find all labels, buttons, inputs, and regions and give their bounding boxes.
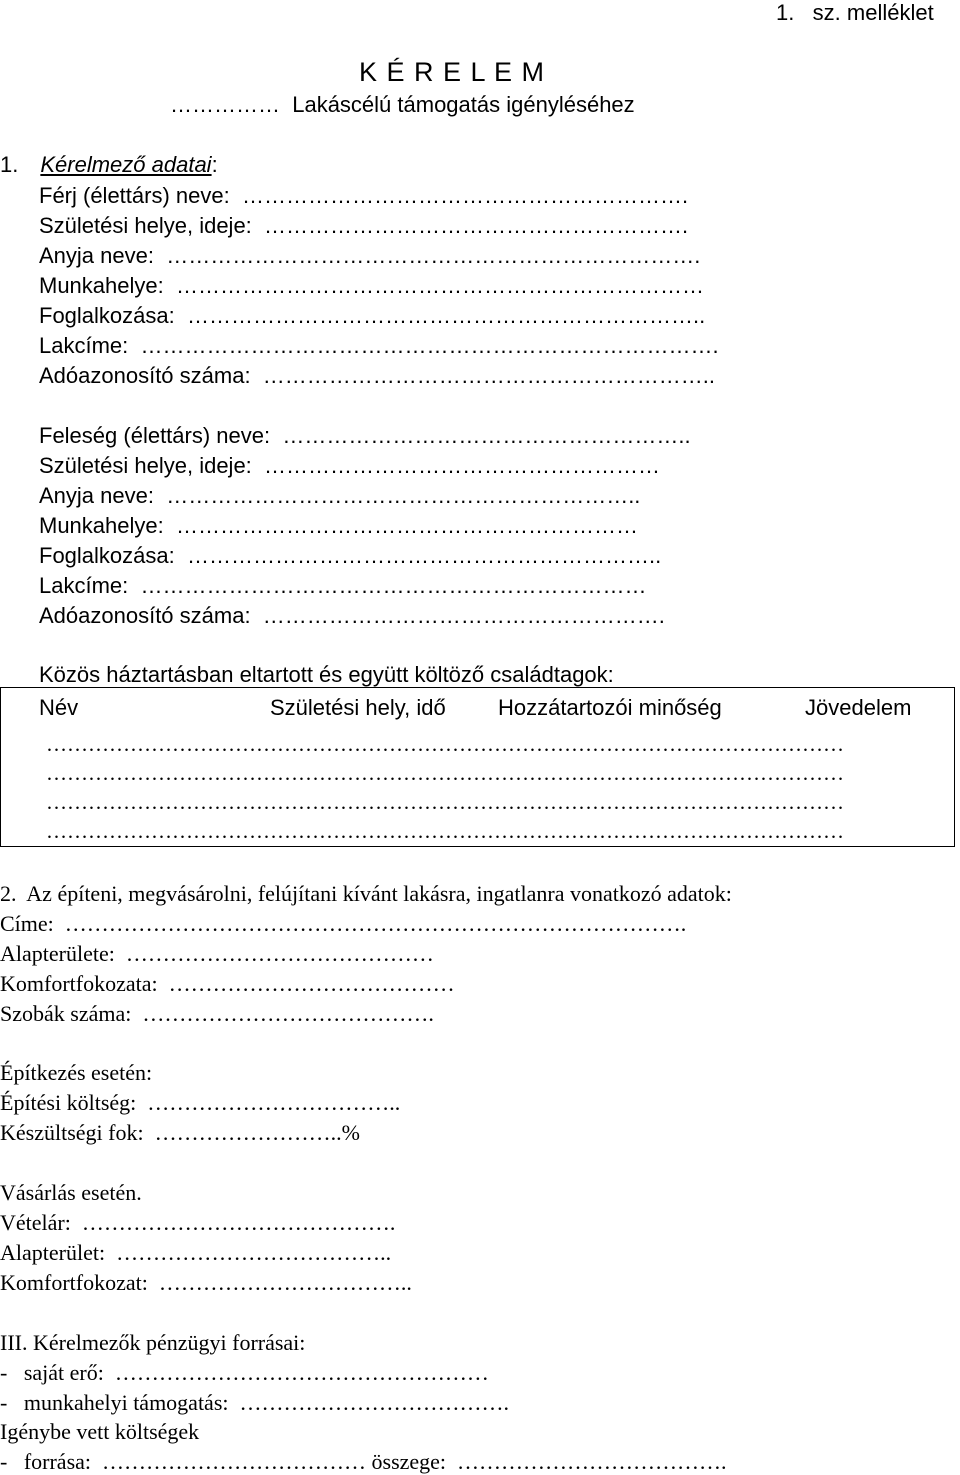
purchase-area-field: Alapterület: ……………………………….. xyxy=(0,1240,392,1265)
table-header-income: Jövedelem xyxy=(805,695,912,720)
husband-birth-field: Születési helye, ideje: …………………………………………………. xyxy=(39,213,689,238)
purchase-comfort-field: Komfortfokozat: …………………………….. xyxy=(0,1270,412,1295)
section1-heading-text: Kérelmező adatai xyxy=(40,152,212,177)
table-row: …………………………………………………………………………………………………… xyxy=(46,790,844,814)
property-address-field: Címe: …………………………………………………………………………. xyxy=(0,911,687,936)
section1-heading-suffix: : xyxy=(211,152,218,177)
husband-mother-field: Anyja neve: ………………………………………………………………. xyxy=(39,243,701,268)
husband-occupation-field: Foglalkozása: …………………………………………………………….. xyxy=(39,303,706,328)
source-amount-field: - forrása: ……………………………… összege: ………………………………. xyxy=(0,1449,727,1474)
section1-number: 1. xyxy=(0,152,19,177)
table-row: …………………………………………………………………………………………………… xyxy=(46,761,844,785)
husband-taxid-field: Adóazonosító száma: …………………………………………………….. xyxy=(39,363,716,388)
completion-rate-field: Készültségi fok: ……………………..% xyxy=(0,1120,360,1145)
table-row: …………………………………………………………………………………………………… xyxy=(46,819,844,843)
table-header-birth: Születési hely, idő xyxy=(270,695,446,720)
wife-birth-field: Születési helye, ideje: ……………………………………………… xyxy=(39,453,661,478)
own-funds-field: - saját erő: …………………………………………… xyxy=(0,1360,489,1385)
wife-name-field: Feleség (élettárs) neve: ……………………………………………….. xyxy=(39,423,691,448)
wife-address-field: Lakcíme: …………………………………………………………… xyxy=(39,573,647,598)
property-rooms-field: Szobák száma: …………………………………. xyxy=(0,1001,434,1026)
costs-heading: Igénybe vett költségek xyxy=(0,1419,200,1444)
page-subtitle: …………… Lakáscélú támogatás igényléséhez xyxy=(170,92,635,117)
construction-cost-field: Építési költség: …………………………….. xyxy=(0,1090,401,1115)
purchase-price-field: Vételár: ……………………………………. xyxy=(0,1210,396,1235)
purchase-heading: Vásárlás esetén. xyxy=(0,1180,142,1205)
property-comfort-field: Komfortfokozata: ………………………………… xyxy=(0,971,455,996)
section2-heading: 2. Az építeni, megvásárolni, felújítani kívánt lakásra, ingatlanra vonatkozó adatok: xyxy=(0,881,732,906)
table-row: …………………………………………………………………………………………………… xyxy=(46,732,844,756)
table-header-relation: Hozzátartozói minőség xyxy=(498,695,722,720)
wife-occupation-field: Foglalkozása: ……………………………………………………….. xyxy=(39,543,662,568)
wife-taxid-field: Adóazonosító száma: ………………………………………………. xyxy=(39,603,665,628)
section3-heading: III. Kérelmezők pénzügyi forrásai: xyxy=(0,1330,306,1355)
page-title: K É R E L E M xyxy=(359,57,546,87)
wife-workplace-field: Munkahelye: ……………………………………………………… xyxy=(39,513,638,538)
construction-heading: Építkezés esetén: xyxy=(0,1060,153,1085)
table-header-name: Név xyxy=(39,695,79,720)
husband-name-field: Férj (élettárs) neve: ……………………………………………………. xyxy=(39,183,689,208)
annex-label: 1. sz. melléklet xyxy=(776,0,934,25)
employer-support-field: - munkahelyi támogatás: ………………………………. xyxy=(0,1390,509,1415)
section1-heading xyxy=(0,154,218,176)
family-heading: Közös háztartásban eltartott és együtt költöző családtagok: xyxy=(39,662,614,687)
husband-address-field: Lakcíme: ……………………………………………………………………. xyxy=(39,333,719,358)
husband-workplace-field: Munkahelye: ……………………………………………………………… xyxy=(39,273,704,298)
wife-mother-field: Anyja neve: ……………………………………………………….. xyxy=(39,483,641,508)
property-area-field: Alapterülete: …………………………………… xyxy=(0,941,434,966)
